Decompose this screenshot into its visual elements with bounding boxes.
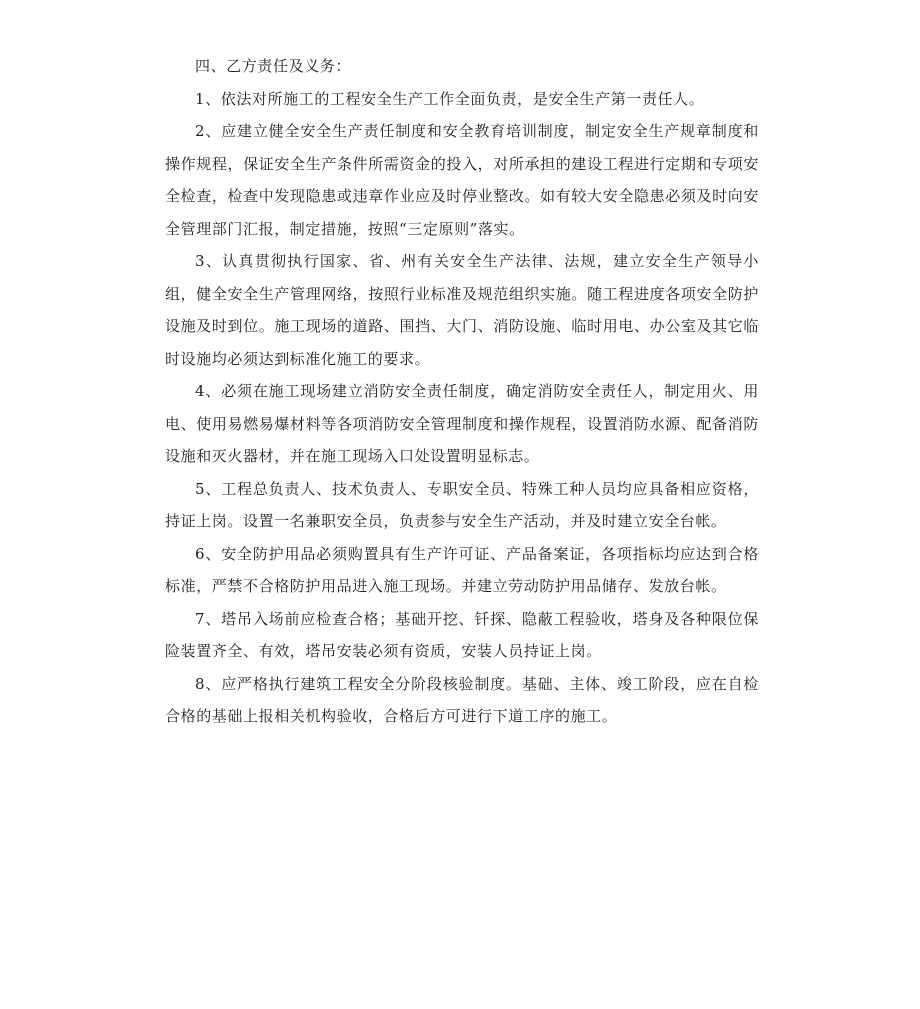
clause-7: 7、塔吊入场前应检查合格；基础开挖、钎探、隐蔽工程验收，塔身及各种限位保险装置齐全、有效，塔吊安装必须有资质，安装人员持证上岗。 — [165, 609, 759, 660]
clause-5: 5、工程总负责人、技术负责人、专职安全员、特殊工种人员均应具备相应资格，持证上岗。设置一名兼职安全员，负责参与安全生产活动，并及时建立安全台帐。 — [165, 479, 759, 530]
clause-8: 8、应严格执行建筑工程安全分阶段核验制度。基础、主体、竣工阶段，应在自检合格的基础上报相关机构验收，合格后方可进行下道工序的施工。 — [165, 674, 759, 725]
clause-2: 2、应建立健全安全生产责任制度和安全教育培训制度，制定安全生产规章制度和操作规程，保证安全生产条件所需资金的投入，对所承担的建设工程进行定期和专项安全检查，检查中发现隐患或违章作业应及时停业整改。如有较大安全隐患必须及时向安全管理部门汇报，制定措施，按照“三定原则”落实。 — [165, 122, 759, 238]
clause-4: 4、必须在施工现场建立消防安全责任制度，确定消防安全责任人，制定用火、用电、使用易燃易爆材料等各项消防安全管理制度和操作规程，设置消防水源、配备消防设施和灭火器材，并在施工现场入口处设置明显标志。 — [165, 382, 759, 465]
clause-1: 1、依法对所施工的工程安全生产工作全面负责，是安全生产第一责任人。 — [195, 89, 705, 108]
document-page — [165, 50, 759, 733]
section-title: 四、乙方责任及义务： — [195, 57, 352, 75]
clause-6: 6、安全防护用品必须购置具有生产许可证、产品备案证，各项指标均应达到合格标准，严禁不合格防护用品进入施工现场。并建立劳动防护用品储存、发放台帐。 — [165, 544, 759, 595]
clause-3: 3、认真贯彻执行国家、省、州有关安全生产法律、法规，建立安全生产领导小组，健全安全生产管理网络，按照行业标准及规范组织实施。随工程进度各项安全防护设施及时到位。施工现场的道路、围挡、大门、消防设施、临时用电、办公室及其它临时设施均必须达到标准化施工的要求。 — [165, 252, 759, 368]
